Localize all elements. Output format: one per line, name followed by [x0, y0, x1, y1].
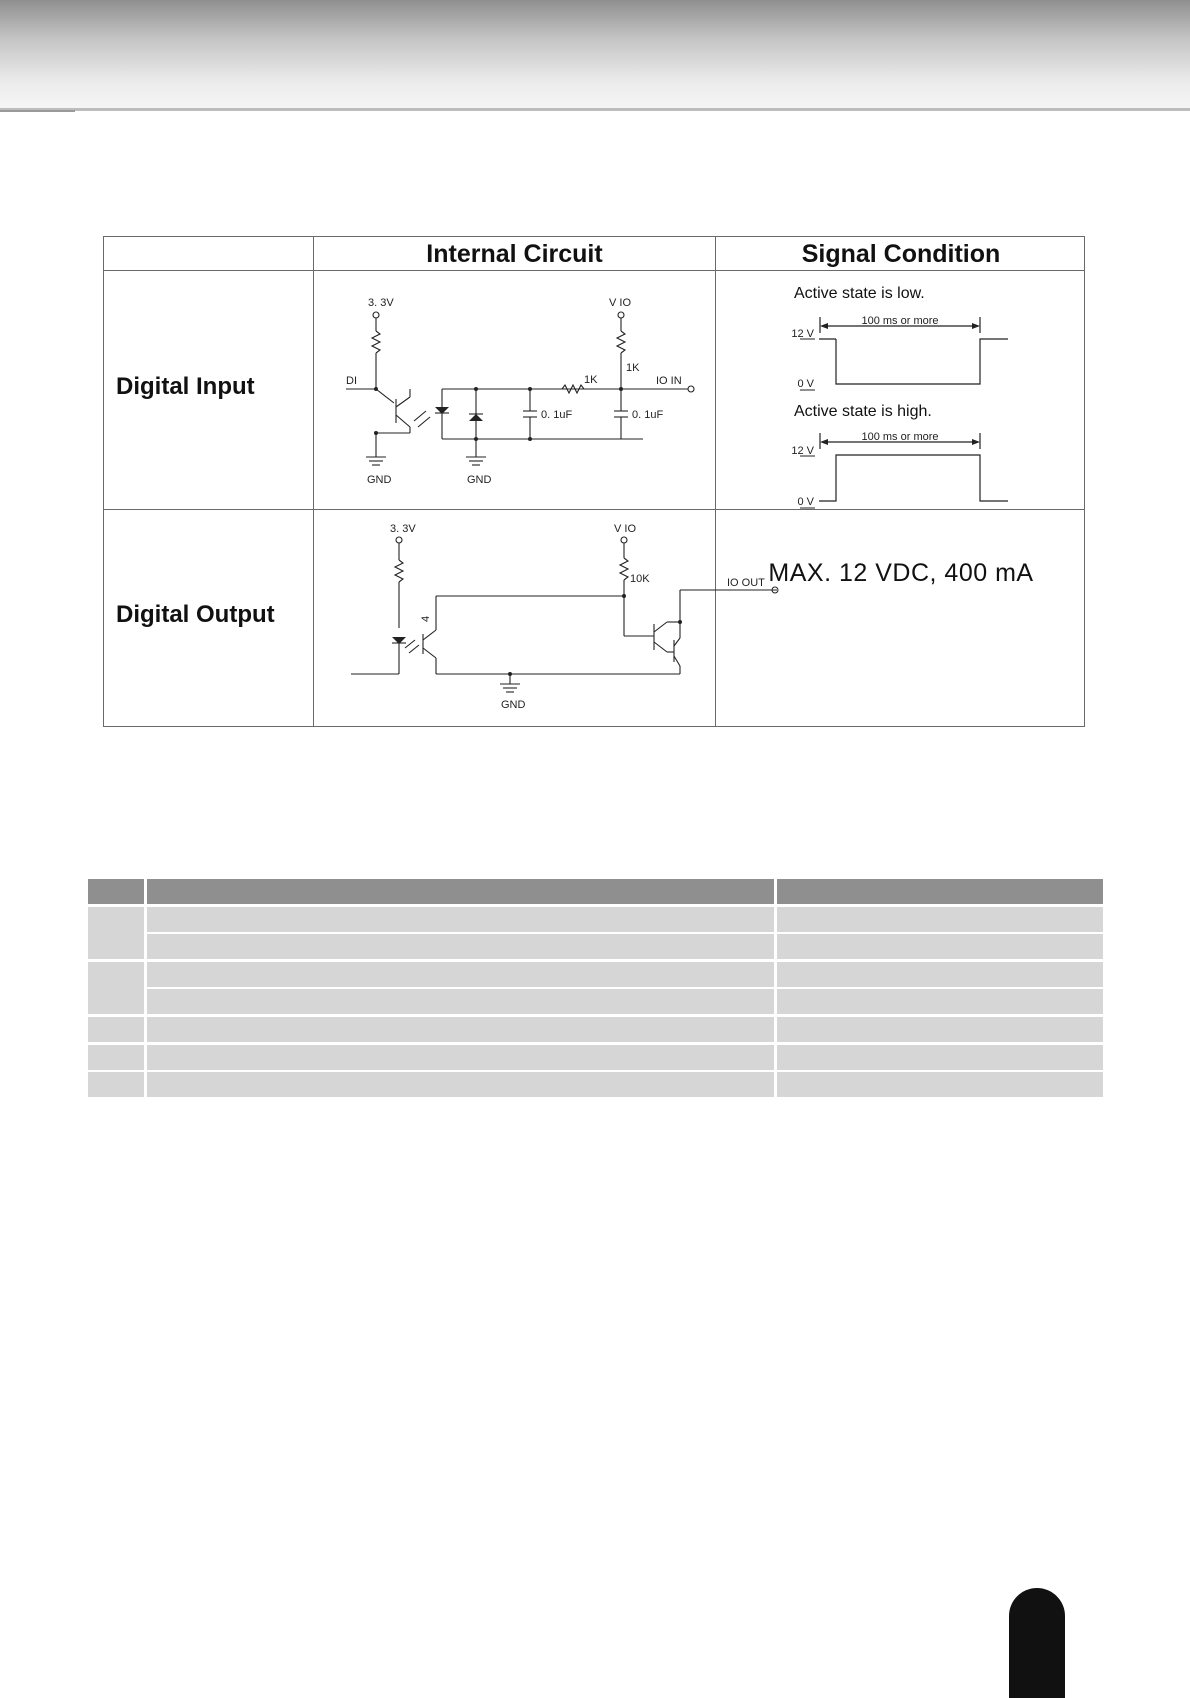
io-spec-table — [103, 236, 1085, 727]
table-row — [147, 1072, 774, 1097]
label-pin4: 4 — [420, 615, 432, 622]
table-row — [147, 962, 774, 987]
signal-low-waveform — [716, 305, 1086, 405]
table-header-cell — [88, 879, 144, 904]
label-r1k-vertical: 1K — [626, 362, 640, 374]
signal-high-0v: 0 V — [797, 496, 814, 508]
table-row — [777, 1017, 1103, 1042]
table-row — [88, 1072, 144, 1097]
signal-low-12v: 12 V — [791, 328, 814, 340]
table-row — [777, 989, 1103, 1014]
page-header-band — [0, 0, 1190, 110]
table-row — [147, 1017, 774, 1042]
row-header-digital-input: Digital Input — [116, 373, 255, 400]
header-tick — [0, 110, 75, 112]
table-row — [147, 907, 774, 932]
table-row — [777, 1045, 1103, 1070]
label-out-gnd: GND — [501, 699, 526, 711]
label-3v3: 3. 3V — [368, 297, 394, 309]
table-row — [777, 907, 1103, 932]
signal-low-duration: 100 ms or more — [861, 315, 939, 327]
label-vio: V IO — [609, 297, 632, 309]
table-row — [777, 934, 1103, 959]
label-r1k-horizontal: 1K — [584, 374, 598, 386]
label-cap2: 0. 1uF — [632, 409, 664, 421]
table-row — [777, 962, 1103, 987]
row-header-digital-output: Digital Output — [116, 601, 275, 628]
label-out-3v3: 3. 3V — [390, 523, 416, 535]
table-header-cell — [147, 879, 774, 904]
label-io-out: IO OUT — [727, 577, 765, 589]
label-out-vio: V IO — [614, 523, 637, 535]
table-row — [88, 1017, 144, 1042]
col-header-internal-circuit: Internal Circuit — [426, 240, 603, 268]
label-gnd1: GND — [367, 474, 392, 486]
digital-output-circuit-diagram — [314, 510, 765, 726]
table-row-group — [88, 962, 144, 1014]
header-divider — [0, 108, 1190, 111]
label-di: DI — [346, 375, 357, 387]
label-r10k: 10K — [630, 573, 650, 585]
signal-low-title: Active state is low. — [794, 285, 925, 302]
signal-high-title: Active state is high. — [794, 403, 932, 420]
table-row — [147, 1045, 774, 1070]
label-gnd2: GND — [467, 474, 492, 486]
table-row — [777, 1072, 1103, 1097]
page-number-tab — [1009, 1588, 1065, 1698]
signal-high-waveform — [716, 421, 1086, 521]
col-header-signal-condition: Signal Condition — [801, 240, 1001, 268]
digital-input-circuit-diagram — [314, 271, 715, 509]
table-row — [88, 1045, 144, 1070]
table-header-cell — [777, 879, 1103, 904]
signal-high-12v: 12 V — [791, 445, 814, 457]
label-io-in: IO IN — [656, 375, 682, 387]
label-cap1: 0. 1uF — [541, 409, 573, 421]
table-row — [147, 934, 774, 959]
signal-high-duration: 100 ms or more — [861, 431, 939, 443]
table-row-group — [88, 907, 144, 959]
digital-output-spec: MAX. 12 VDC, 400 mA — [768, 559, 1034, 587]
signal-low-0v: 0 V — [797, 378, 814, 390]
table-row — [147, 989, 774, 1014]
